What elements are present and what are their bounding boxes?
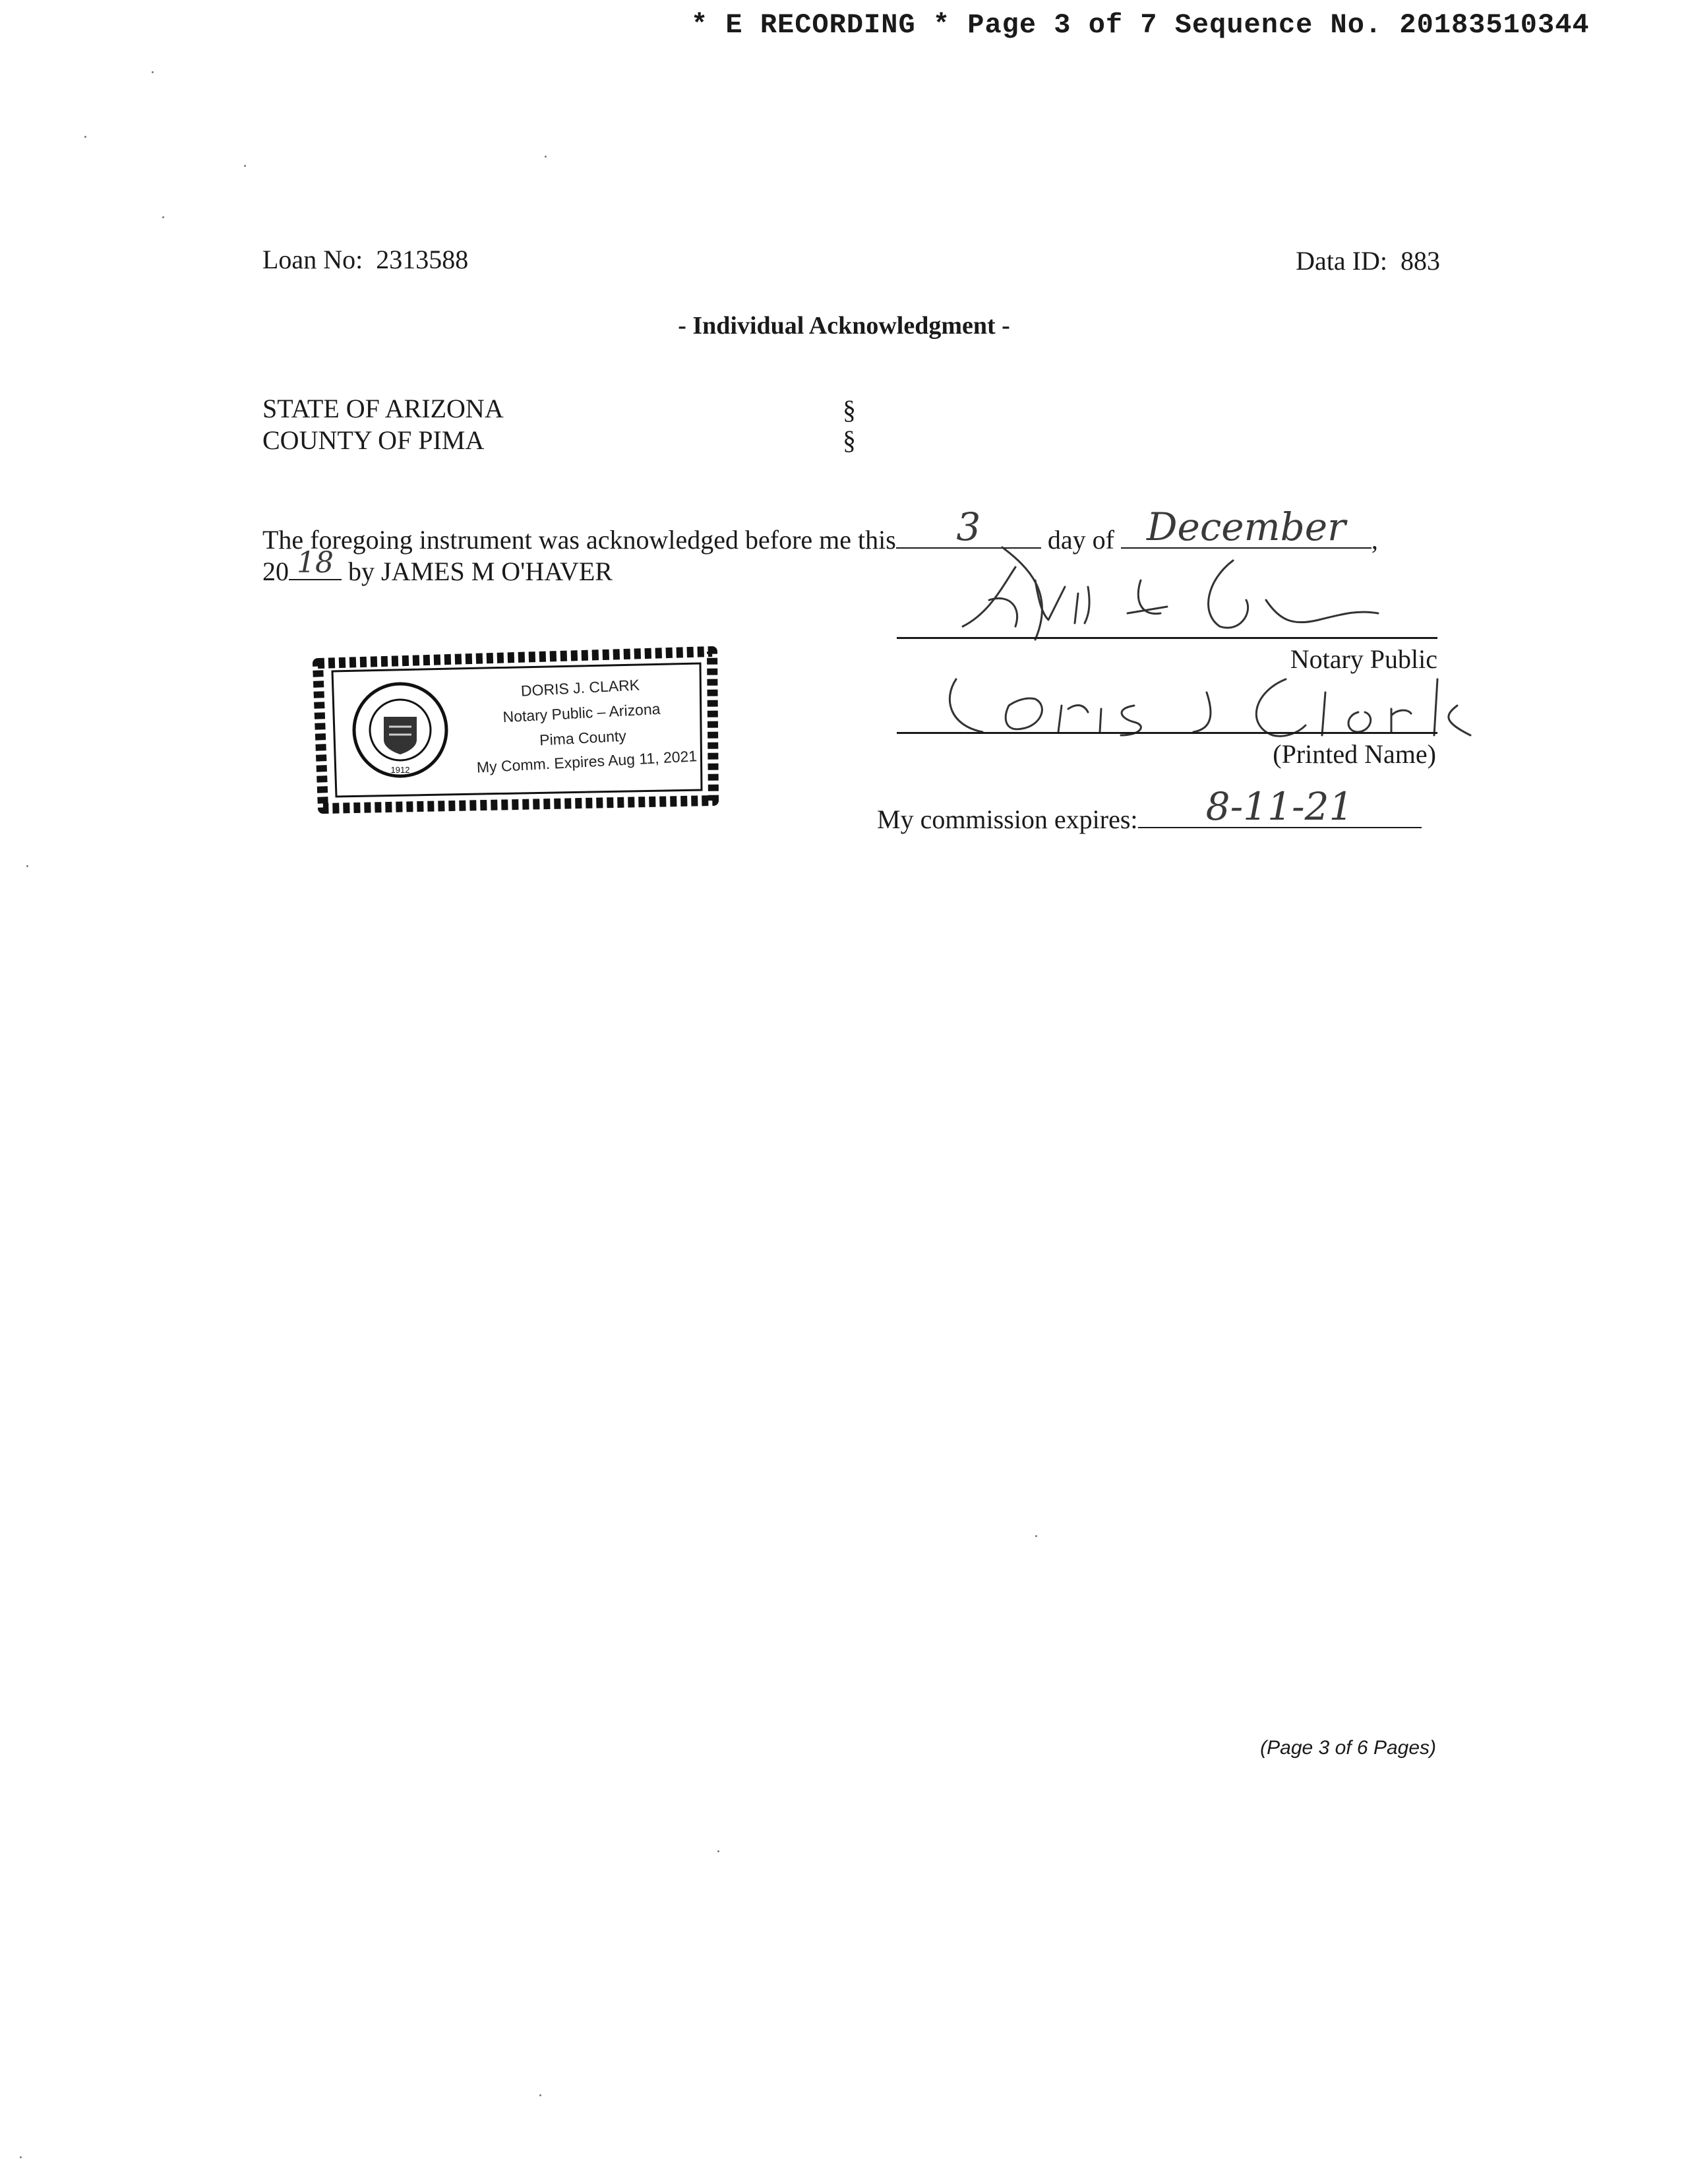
scan-speck [152, 71, 154, 73]
stamp-name: DORIS J. CLARK [520, 676, 640, 700]
page-footer: (Page 3 of 6 Pages) [1260, 1737, 1436, 1759]
ack-comma: , [1371, 525, 1378, 555]
year-prefix: 20 [262, 557, 289, 586]
stamp-expires: My Comm. Expires Aug 11, 2021 [476, 747, 698, 776]
stamp-county: Pima County [539, 727, 627, 749]
scan-speck [244, 165, 246, 167]
notary-signature-line [897, 637, 1437, 639]
printed-name-line [897, 732, 1437, 734]
acknowledgment-title: - Individual Acknowledgment - [678, 312, 1010, 340]
notary-stamp [310, 644, 720, 815]
ack-text-before-day: The foregoing instrument was acknowledged before me this [262, 525, 896, 555]
scan-speck [539, 2094, 541, 2096]
day-handwritten: 3 [956, 504, 981, 549]
venue-state: STATE OF ARIZONA [262, 394, 504, 423]
printed-name-label: (Printed Name) [1273, 739, 1436, 769]
loan-number [262, 244, 468, 275]
notary-signature-image [923, 541, 1464, 653]
month-handwritten: December [1147, 504, 1346, 549]
commission-blank [1138, 784, 1422, 829]
state-seal-icon [351, 681, 450, 779]
recording-header: * E RECORDING * Page 3 of 7 Sequence No. 20183510344 [691, 9, 1590, 41]
section-mark: § [843, 395, 856, 425]
data-id-label: Data ID: [1296, 246, 1387, 276]
scan-speck [162, 216, 164, 218]
scan-speck [1035, 1535, 1037, 1537]
stamp-title: Notary Public – Arizona [502, 700, 661, 726]
data-id-value: 883 [1401, 246, 1440, 276]
section-mark: § [843, 425, 856, 455]
loan-number-label: Loan No: [262, 245, 363, 274]
scan-speck [84, 136, 86, 138]
scan-speck [717, 1850, 719, 1852]
printed-name-handwriting [936, 653, 1477, 752]
seal-year: 1912 [390, 765, 410, 775]
venue-county: COUNTY OF PIMA [262, 425, 485, 455]
data-id [1296, 245, 1440, 276]
acknowledgment-line-2 [262, 546, 613, 587]
year-blank [289, 546, 342, 580]
year-handwritten: 18 [297, 546, 334, 580]
ack-text-day-of: day of [1047, 525, 1114, 555]
commission-date: 8-11-21 [1205, 784, 1354, 829]
notary-public-label: Notary Public [1290, 644, 1437, 674]
loan-number-value: 2313588 [376, 245, 469, 274]
scan-speck [26, 865, 28, 867]
scan-speck [20, 2156, 22, 2158]
ack-text-by: by JAMES M O'HAVER [348, 557, 613, 586]
commission-expires [877, 784, 1422, 835]
scan-speck [545, 156, 547, 158]
commission-label: My commission expires: [877, 804, 1138, 834]
